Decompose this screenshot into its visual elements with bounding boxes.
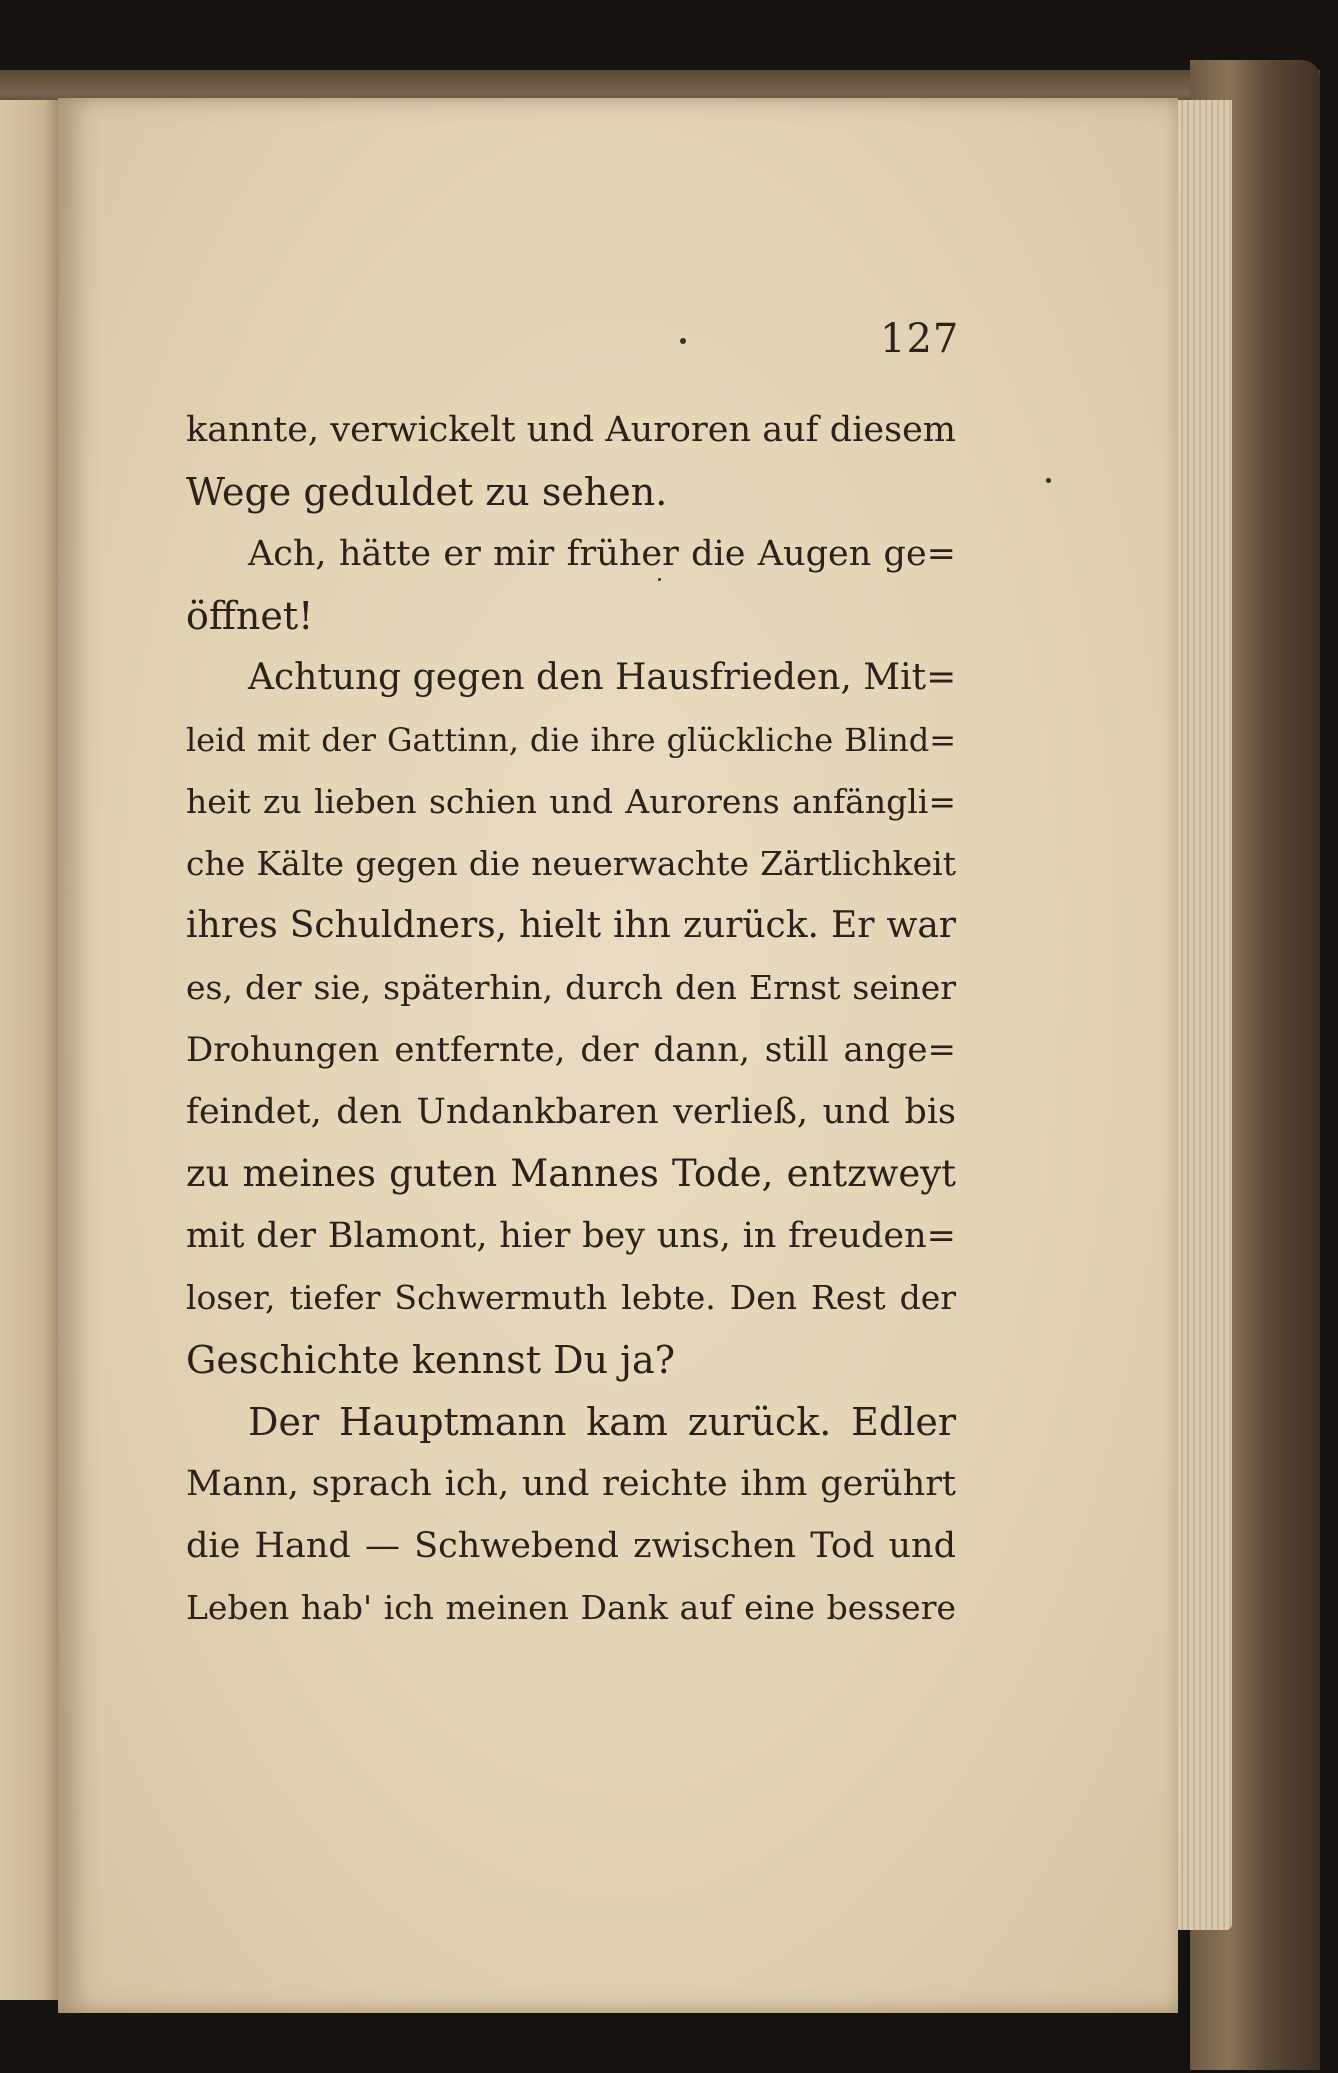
book-page bbox=[58, 98, 1178, 2013]
text-line: loser, tiefer Schwermuth lebte. Den Rest der bbox=[186, 1278, 956, 1317]
page-block-edges bbox=[1172, 100, 1232, 1930]
text-line: Drohungen entfernte, der dann, still ange= bbox=[186, 1030, 956, 1070]
text-line: Achtung gegen den Hausfrieden, Mit= bbox=[248, 657, 957, 698]
facing-page-edge bbox=[0, 100, 62, 2000]
text-line: Mann, sprach ich, und reichte ihm gerührt bbox=[186, 1464, 956, 1504]
paper-speck bbox=[658, 578, 661, 581]
text-line: feindet, den Undankbaren verließ, und bis bbox=[186, 1092, 956, 1132]
page-number: 127 bbox=[880, 316, 960, 362]
paper-speck bbox=[1046, 478, 1051, 483]
text-line: öffnet! bbox=[186, 594, 314, 638]
text-line: mit der Blamont, hier bey uns, in freuden= bbox=[186, 1216, 956, 1256]
text-line: es, der sie, späterhin, durch den Ernst seiner bbox=[186, 968, 956, 1007]
text-line: Geschichte kennst Du ja? bbox=[186, 1338, 675, 1382]
text-line: che Kälte gegen die neuerwachte Zärtlichkeit bbox=[186, 844, 956, 883]
text-line: Ach, hätte er mir früher die Augen ge= bbox=[248, 534, 956, 574]
text-line: Leben hab' ich meinen Dank auf eine bessere bbox=[186, 1588, 956, 1627]
text-line: ihres Schuldners, hielt ihn zurück. Er war bbox=[186, 905, 956, 946]
text-line: die Hand — Schwebend zwischen Tod und bbox=[186, 1526, 956, 1566]
text-line: leid mit der Gattinn, die ihre glückliche Blind= bbox=[186, 721, 956, 759]
text-line: Wege geduldet zu sehen. bbox=[186, 470, 668, 514]
text-line: kannte, verwickelt und Auroren auf diesem bbox=[186, 410, 956, 450]
text-line: Der Hauptmann kam zurück. Edler bbox=[248, 1400, 956, 1444]
text-line: heit zu lieben schien und Aurorens anfängli= bbox=[186, 782, 956, 821]
text-line: zu meines guten Mannes Tode, entzweyt bbox=[186, 1152, 956, 1195]
paper-speck bbox=[680, 338, 686, 344]
